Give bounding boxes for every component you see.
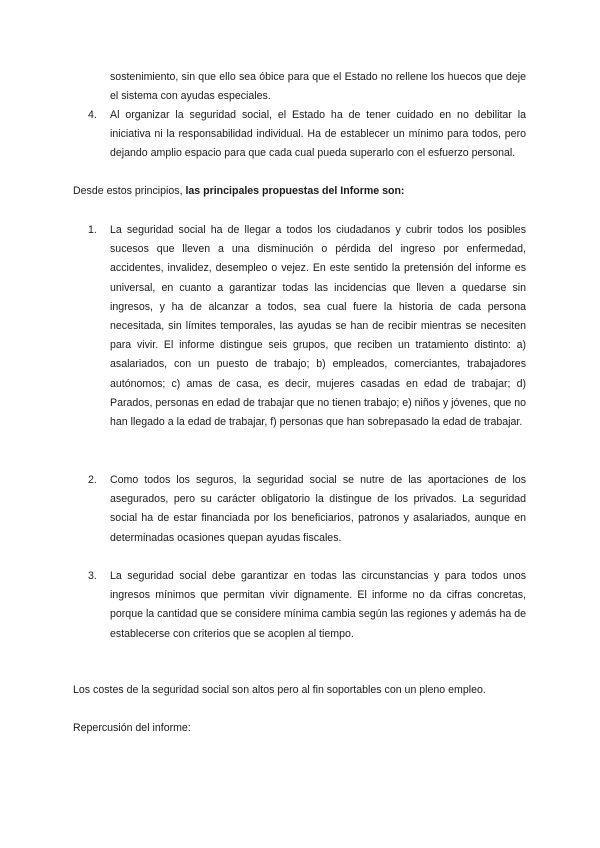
proposal-number: 3.: [88, 570, 97, 582]
repercussion-heading: Repercusión del informe:: [73, 722, 191, 734]
proposal-2-text: Como todos los seguros, la seguridad social se nutre de las aportaciones de los asegurados, pero su carácter obligatorio la distingue de los privados. La seguridad social ha de estar financiada por los beneficiarios, patronos y asalariados, aunque en determinadas ocasiones quepan ayudas fiscales.: [110, 474, 526, 544]
intro-bold: las principales propuestas del Informe son:: [185, 185, 405, 197]
proposals-intro: [73, 182, 533, 201]
costs-paragraph: Los costes de la seguridad social son altos pero al fin soportables con un pleno empleo.: [73, 684, 486, 696]
continuation-paragraph: sostenimiento, sin que ello sea óbice para que el Estado no rellene los huecos que deje el sistema con ayudas especiales.: [110, 71, 526, 103]
proposal-3-text: La seguridad social debe garantizar en todas las circunstancias y para todos unos ingresos mínimos que permitan vivir dignamente. El informe no da cifras concretas, porque la cantidad que se considere mínima cambia según las regiones y además ha de establecerse con criterios que se acoplen al tiempo.: [110, 570, 526, 640]
proposal-number: 1.: [88, 224, 97, 236]
principle-4-text: Al organizar la seguridad social, el Estado ha de tener cuidado en no debilitar la iniciativa ni la responsabilidad individual. Ha de establecer un mínimo para todos, pero dejando amplio espacio para que cada cual pueda superarlo con el esfuerzo personal.: [110, 109, 526, 160]
intro-prefix: Desde estos principios,: [73, 185, 186, 197]
proposal-1-text: La seguridad social ha de llegar a todos los ciudadanos y cubrir todos los posibles sucesos que lleven a una disminución o pérdida del ingreso por enfermedad, accidentes, invalidez, desempleo o vejez. En este sentido la pretensión del informe es universal, en cuanto a garantizar todas las incidencias que lleven a quedarse sin ingresos, y ha de alcanzar a todos, sea cual fuere la historia de cada persona necesitada, sin límites temporales, las ayudas se han de recibir mientras se necesiten para vivir. El informe distingue seis grupos, que reciben un tratamiento distinto: a) asalariados, con un puesto de trabajo; b) empleados, comerciantes, trabajadores autónomos; c) amas de casa, es decir, mujeres casadas en edad de trabajar; d) Parados, personas en edad de trabajar que no tienen trabajo; e) niños y jóvenes, que no han llegado a la edad de trabajar, f) personas que han sobrepasado la edad de trabajar.: [110, 224, 526, 429]
principle-number: 4.: [88, 109, 97, 121]
proposal-number: 2.: [88, 474, 97, 486]
